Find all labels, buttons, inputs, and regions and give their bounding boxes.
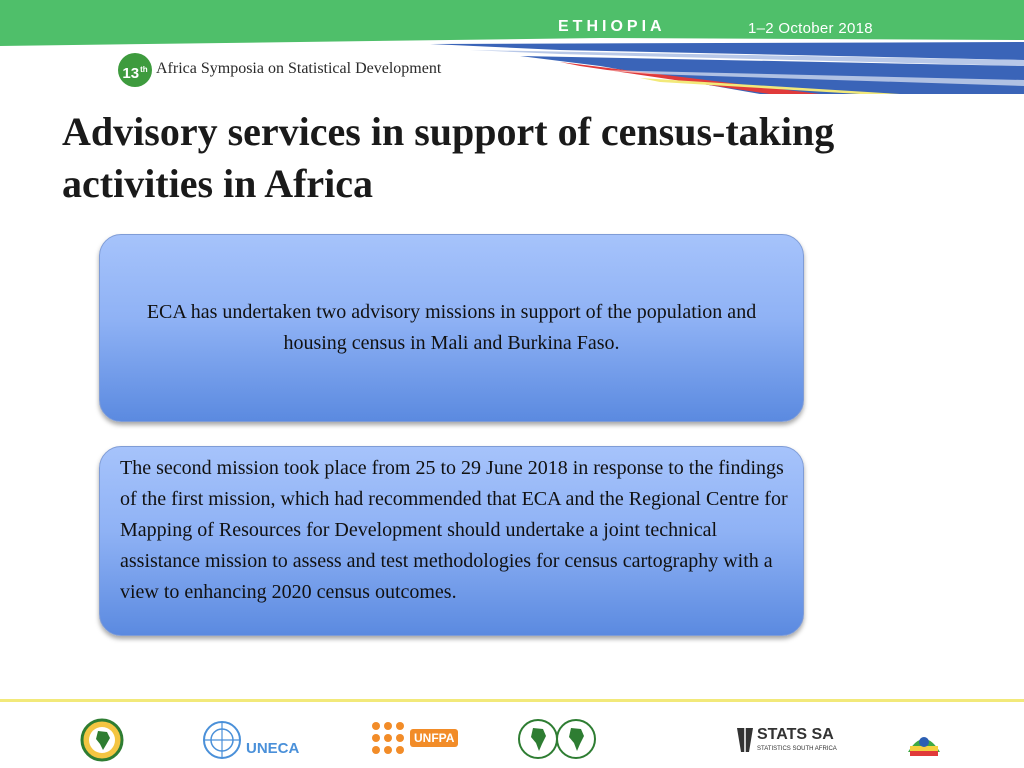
content-box-2-text: The second mission took place from 25 to 29 June 2018 in response to the findings of the first mission, which had recommended that ECA and the Regional Centre for Mapping of Resources for Development should undertake a joint technical assistance mission to assess and test methodologies for census cartography with a view to enhancing 2020 census outcomes. bbox=[120, 457, 788, 603]
unfpa-logo bbox=[370, 720, 470, 760]
header-graphic bbox=[0, 0, 1024, 100]
unfpa-logo-text: UNFPA bbox=[410, 729, 458, 747]
content-box-1 bbox=[99, 234, 804, 422]
footer-divider bbox=[0, 699, 1024, 702]
header-country: ETHIOPIA bbox=[558, 18, 666, 35]
stats-sa-logo-text: STATS SA bbox=[757, 726, 834, 743]
symposium-title: Africa Symposia on Statistical Development bbox=[156, 60, 442, 77]
uneca-logo bbox=[200, 718, 300, 762]
african-union-logo bbox=[80, 718, 124, 762]
stats-sa-logo bbox=[735, 724, 845, 758]
header-date: 1–2 October 2018 bbox=[748, 20, 873, 37]
content-box-2 bbox=[99, 446, 804, 636]
header-banner bbox=[0, 0, 1024, 100]
edition-number: 13 bbox=[122, 65, 140, 82]
african-stats-logos bbox=[518, 716, 598, 762]
uneca-logo-text: UNECA bbox=[246, 740, 300, 757]
edition-badge bbox=[118, 53, 152, 87]
edition-suffix: th bbox=[140, 65, 148, 74]
stats-sa-logo-subtext: STATISTICS SOUTH AFRICA bbox=[757, 746, 837, 752]
ethiopia-csa-logo bbox=[904, 722, 944, 760]
content-box-1-text: ECA has undertaken two advisory missions in support of the population and housing census in Mali and Burkina Faso. bbox=[146, 301, 757, 354]
slide-title: Advisory services in support of census-taking activities in Africa bbox=[62, 109, 835, 206]
